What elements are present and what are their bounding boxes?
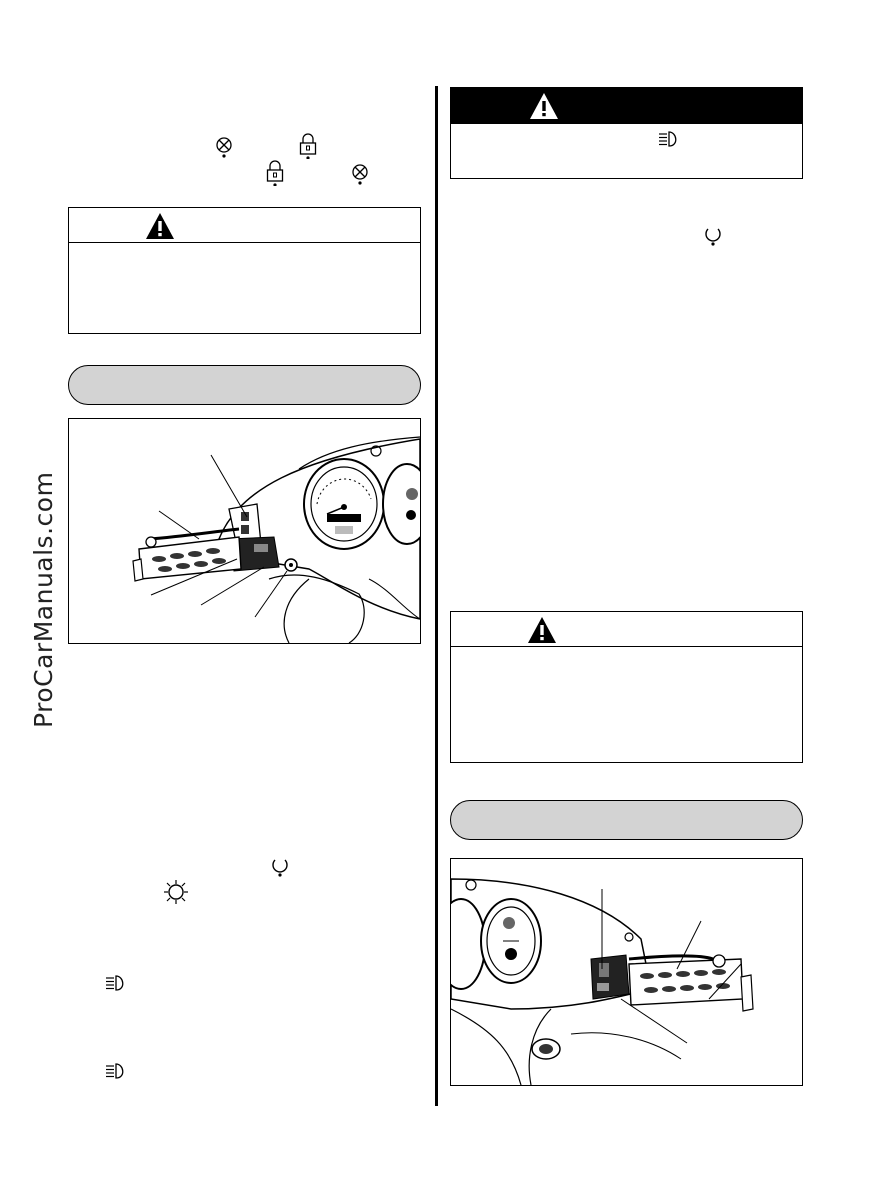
lock-icon	[298, 133, 318, 159]
warning-box	[450, 611, 803, 763]
left-handlebar-illustration	[69, 419, 420, 643]
watermark-text: ProCarManuals.com	[29, 471, 58, 729]
right-handlebar-figure	[450, 858, 803, 1086]
high-beam-icon	[657, 130, 681, 148]
warning-triangle-icon	[145, 212, 175, 240]
left-handlebar-figure	[68, 418, 421, 644]
warning-box-header	[451, 88, 802, 124]
column-divider	[435, 86, 438, 1106]
warning-box	[68, 207, 421, 334]
turn-signal-icon	[703, 224, 723, 246]
high-beam-icon	[104, 974, 128, 992]
ignition-off-icon	[350, 163, 370, 185]
section-heading-pill	[450, 800, 803, 840]
lock-icon	[265, 160, 285, 186]
warning-triangle-icon	[527, 616, 557, 644]
ignition-off-icon	[214, 136, 234, 158]
right-handlebar-illustration	[451, 859, 802, 1085]
warning-box	[450, 87, 803, 179]
warning-triangle-icon	[529, 92, 559, 120]
section-heading-pill	[68, 365, 421, 405]
warning-box-header	[451, 612, 802, 647]
warning-box-header	[69, 208, 420, 243]
light-on-icon	[162, 878, 190, 906]
turn-signal-icon	[270, 855, 290, 877]
high-beam-icon	[104, 1062, 128, 1080]
